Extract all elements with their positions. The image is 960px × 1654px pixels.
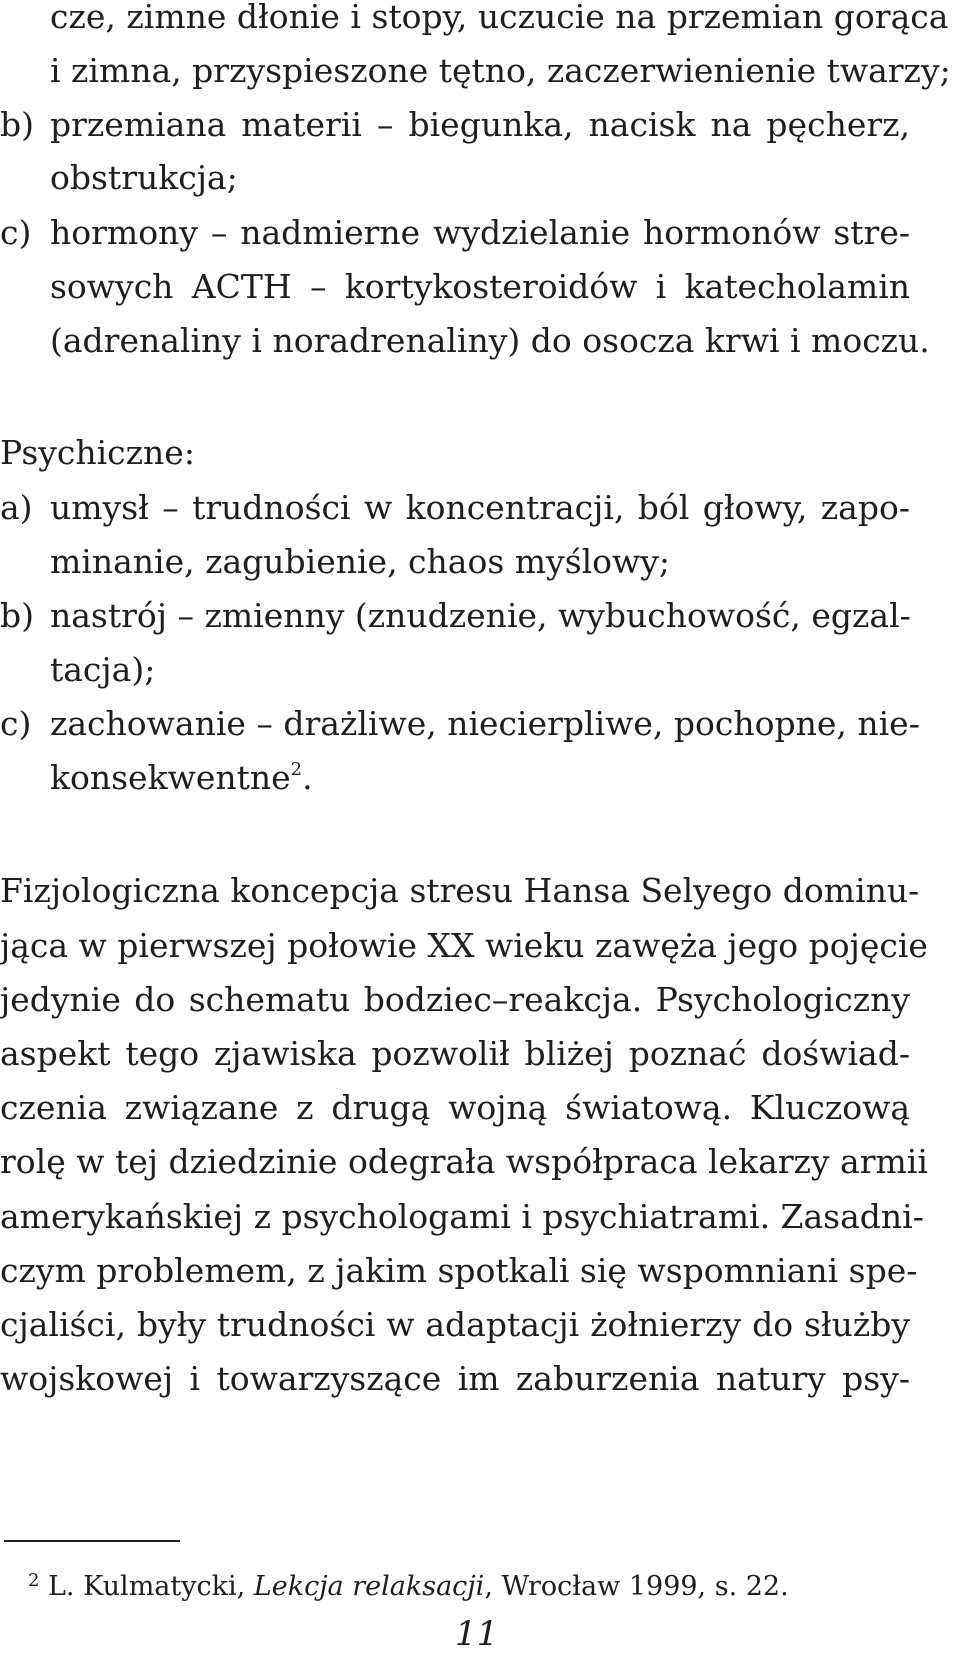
list-item-text: . [302,758,313,797]
list-line: (adrenaliny i noradrenaliny) do osocza krwi i moczu. [50,321,930,360]
paragraph-line: czenia związane z drugą wojną światową. Kluczową [0,1088,910,1127]
footnote-reference: 2 [290,759,303,780]
footnote-rest: , Wrocław 1999, s. 22. [484,1571,789,1602]
footnote-author: L. Kulmatycki, [48,1571,254,1602]
page-number: 11 [455,1614,499,1654]
list-label: a) [0,488,33,527]
list-label: c) [0,704,32,743]
list-line: sowych ACTH – kortykosteroidów i katecholamin [50,267,910,306]
footnote-number: 2 [28,1570,40,1591]
section-heading: Psychiczne: [0,433,195,472]
footnote [28,1567,789,1607]
paragraph-line: jąca w pierwszej połowie XX wieku zawęża jego pojęcie [0,926,928,965]
footnote-divider [4,1540,180,1542]
list-label: b) [0,596,34,635]
list-item-text: zachowanie – drażliwe, niecierpliwe, pochopne, nie- [50,704,920,743]
list-item-text: hormony – nadmierne wydzielanie hormonów stre- [50,213,910,252]
list-label: b) [0,105,34,144]
list-line: i zimna, przyspieszone tętno, zaczerwienienie twarzy; [50,51,951,90]
list-line: obstrukcja; [50,158,238,197]
paragraph-line: rolę w tej dziedzinie odegrała współpraca lekarzy armii [0,1142,928,1181]
list-item-b [0,592,910,640]
paragraph-line: cjaliści, były trudności w adaptacji żołnierzy do służby [0,1305,910,1344]
list-item-a [0,484,910,532]
list-item-text: umysł – trudności w koncentracji, ból głowy, zapo- [50,488,910,527]
list-item-c [0,700,920,748]
list-item-c [0,209,910,257]
paragraph-line: wojskowej i towarzyszące im zaburzenia natury psy- [0,1359,910,1398]
paragraph-line: amerykańskiej z psychologami i psychiatrami. Zasadni- [0,1197,924,1236]
paragraph-line: jedynie do schematu bodziec–reakcja. Psychologiczny [0,980,910,1019]
list-item-text: konsekwentne [50,758,291,797]
list-item-text: nastrój – zmienny (znudzenie, wybuchowość, egzal- [50,596,911,635]
list-label: c) [0,213,32,252]
list-line: cze, zimne dłonie i stopy, uczucie na przemian gorąca [50,0,949,36]
paragraph-line: aspekt tego zjawiska pozwolił bliżej poznać doświad- [0,1034,910,1073]
list-line: minanie, zagubienie, chaos myślowy; [50,542,671,581]
list-item-text: przemiana materii – biegunka, nacisk na pęcherz, [50,105,910,144]
list-item-b [0,101,910,149]
list-line: tacja); [50,650,156,689]
paragraph-line: Fizjologiczna koncepcja stresu Hansa Selyego dominu- [0,871,920,910]
footnote-title: Lekcja relaksacji [253,1571,485,1602]
paragraph-line: czym problemem, z jakim spotkali się wspomniani spe- [0,1251,918,1290]
list-line [50,754,313,802]
